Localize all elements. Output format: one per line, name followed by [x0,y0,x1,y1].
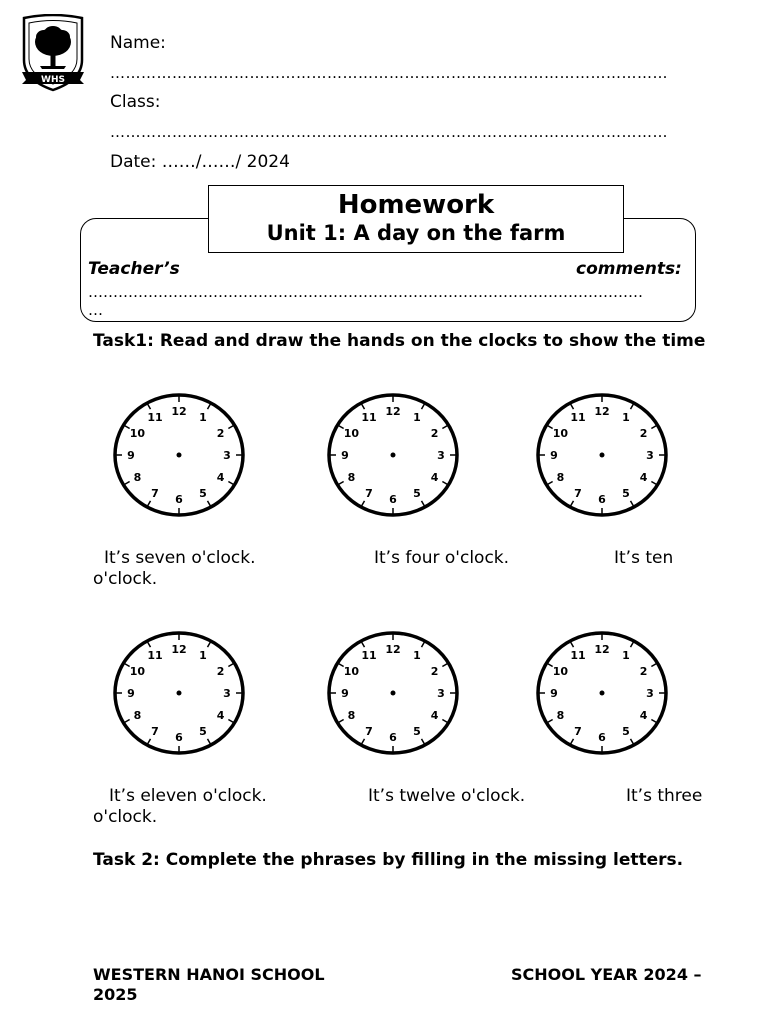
clock-number: 2 [639,427,648,440]
clock-number: 10 [552,665,569,678]
clock-number: 12 [385,405,401,418]
clock-number: 11 [361,410,377,424]
clock-number: 7 [365,487,373,501]
clock-caption: It’s four o'clock. [374,548,510,568]
clock-face[interactable] [534,391,670,519]
logo-text: WHS [41,75,65,85]
clock-caption: It’s seven o'clock. [104,548,256,568]
name-label: Name: [110,33,166,53]
clock-number: 2 [430,427,439,440]
clock-number: 6 [598,731,606,744]
clock-center [177,453,182,458]
clock-number: 5 [413,725,421,739]
clock-number: 9 [341,449,349,462]
footer-year-wrap: 2025 [93,985,138,1004]
clock-face[interactable] [111,629,247,757]
clock-number: 8 [347,471,356,484]
clock-number: 5 [413,487,421,501]
clock-number: 8 [133,471,142,484]
clock-face[interactable] [325,629,461,757]
clock-face[interactable] [534,629,670,757]
clock-number: 9 [127,687,135,700]
clock-number: 2 [216,665,225,678]
clock-number: 1 [622,410,630,424]
clock-number: 1 [199,648,207,662]
clock-number: 10 [129,427,146,440]
clock-number: 5 [199,487,207,501]
clock-number: 10 [343,665,360,678]
clock-number: 9 [550,687,558,700]
clock-number: 11 [147,648,163,662]
clock-center [600,453,605,458]
clock-number: 6 [389,493,397,506]
clock-number: 6 [175,731,183,744]
clock-caption: It’s ten [614,548,674,568]
task1-title: Task1: Read and draw the hands on the clocks to show the time [93,331,706,351]
comment-line-2: … [88,301,103,319]
clock-number: 3 [437,687,445,700]
clock-center [391,453,396,458]
title-box [208,185,624,253]
clock-number: 2 [430,665,439,678]
comment-line[interactable] [88,283,688,319]
clock-number: 2 [639,665,648,678]
clock-number: 11 [570,410,586,424]
clock-caption-wrap: o'clock. [93,569,158,589]
clock-number: 5 [622,487,630,501]
clock-number: 12 [171,405,187,418]
clock-center [391,691,396,696]
unit-title: Unit 1: A day on the farm [266,221,566,245]
clock-number: 11 [361,648,377,662]
clock-number: 7 [574,725,582,739]
clock-number: 1 [622,648,630,662]
clock-number: 3 [223,687,231,700]
clock-number: 11 [570,648,586,662]
class-line[interactable]: ……………………………………………………………………………………………… [110,123,668,141]
clock-number: 7 [365,725,373,739]
clock-center [177,691,182,696]
clock-number: 3 [646,687,654,700]
clock-number: 3 [646,449,654,462]
footer-school: WESTERN HANOI SCHOOL [93,965,325,984]
clock-caption: It’s twelve o'clock. [368,786,526,806]
clock-number: 4 [639,471,648,484]
clock-number: 12 [171,643,187,656]
clock-number: 4 [216,471,225,484]
page-title: Homework [337,190,495,220]
clock-number: 6 [389,731,397,744]
clock-face[interactable] [325,391,461,519]
clock-number: 11 [147,410,163,424]
clock-number: 8 [556,709,565,722]
clock-number: 9 [550,449,558,462]
clock-number: 6 [175,493,183,506]
clock-number: 4 [216,709,225,722]
clock-number: 4 [639,709,648,722]
clock-number: 6 [598,493,606,506]
clock-number: 10 [552,427,569,440]
clock-caption: It’s three [626,786,703,806]
clock-number: 8 [347,709,356,722]
comment-line-1: ………………………………………………………………………………………………… [88,283,643,301]
clock-number: 4 [430,471,439,484]
clock-number: 1 [413,410,421,424]
clock-number: 1 [199,410,207,424]
clock-number: 12 [385,643,401,656]
task2-title: Task 2: Complete the phrases by filling in the missing letters. [93,850,684,870]
clock-number: 7 [151,487,159,501]
clock-number: 8 [133,709,142,722]
date-field: Date: ……/……/ 2024 [110,152,290,172]
school-logo [20,14,86,92]
clock-caption-wrap: o'clock. [93,807,158,827]
clock-number: 7 [151,725,159,739]
clock-number: 2 [216,427,225,440]
clock-number: 5 [199,725,207,739]
clock-number: 10 [343,427,360,440]
clock-face[interactable] [111,391,247,519]
clock-number: 12 [594,405,610,418]
clock-number: 1 [413,648,421,662]
name-line[interactable]: ……………………………………………………………………………………………… [110,64,668,82]
clock-number: 7 [574,487,582,501]
clock-number: 8 [556,471,565,484]
teacher-label: Teacher’s [88,259,180,279]
footer-year: SCHOOL YEAR 2024 – [511,965,702,984]
clock-caption: It’s eleven o'clock. [109,786,267,806]
clock-number: 10 [129,665,146,678]
clock-number: 3 [437,449,445,462]
clock-number: 4 [430,709,439,722]
clock-number: 9 [341,687,349,700]
clock-number: 5 [622,725,630,739]
class-label: Class: [110,92,161,112]
clock-number: 9 [127,449,135,462]
clock-number: 3 [223,449,231,462]
clock-number: 12 [594,643,610,656]
comments-label: comments: [576,259,682,279]
clock-center [600,691,605,696]
